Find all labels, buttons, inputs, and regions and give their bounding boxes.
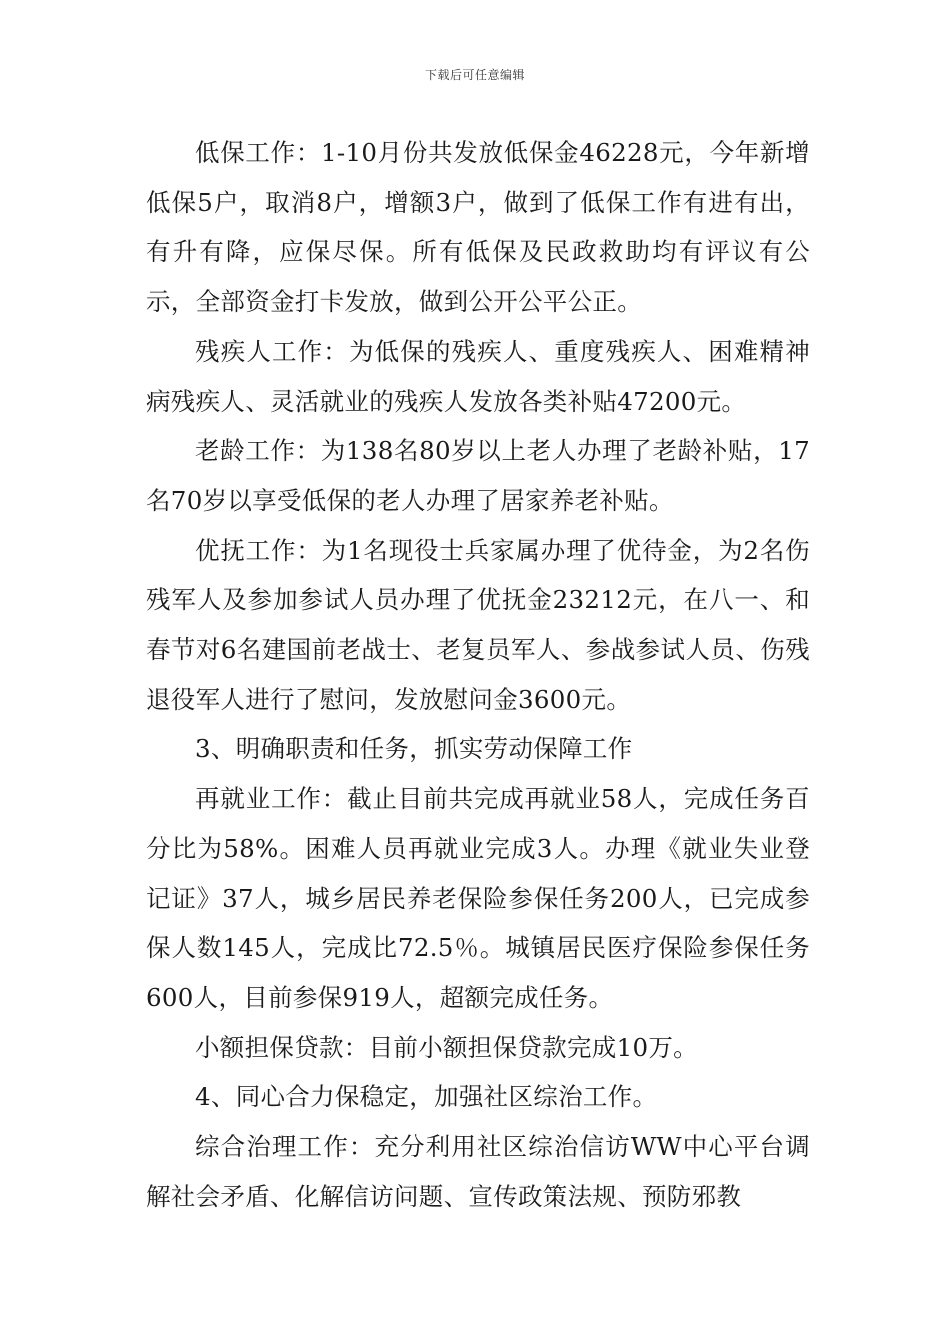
paragraph-veterans-care: 优抚工作：为1名现役士兵家属办理了优待金，为2名伤残军人及参加参试人员办理了优抚金23212元，在八一、和春节对6名建国前老战士、老复员军人、参战参试人员、伤残退役军人进行了慰问，发放慰问金3600元。 <box>146 535 810 714</box>
paragraph-disabled-persons: 残疾人工作：为低保的残疾人、重度残疾人、困难精神病残疾人、灵活就业的残疾人发放各类补贴47200元。 <box>146 336 810 416</box>
paragraph-subsistence-allowance: 低保工作：1-10月份共发放低保金46228元，今年新增低保5户，取消8户，增额3户，做到了低保工作有进有出，有升有降，应保尽保。所有低保及民政救助均有评议有公示，全部资金打卡发放，做到公开公平公正。 <box>146 138 810 317</box>
page-header: 下载后可任意编辑 <box>424 68 525 82</box>
paragraph-small-loans: 小额担保贷款：目前小额担保贷款完成10万。 <box>195 1032 698 1062</box>
paragraph-comprehensive-governance: 综合治理工作：充分利用社区综治信访WW中心平台调解社会矛盾、化解信访问题、宣传政策法规、预防邪教 <box>146 1132 810 1211</box>
paragraph-reemployment: 再就业工作：截止目前共完成再就业58人，完成任务百分比为58%。困难人员再就业完成3人。办理《就业失业登记证》37人，城乡居民养老保险参保任务200人，已完成参保人数145人，完成比72.5％。城镇居民医疗保险参保任务600人，目前参保919人，超额完成任务。 <box>146 784 810 1012</box>
section-heading-labor-security: 3、明确职责和任务，抓实劳动保障工作 <box>195 734 633 764</box>
paragraph-elderly: 老龄工作：为138名80岁以上老人办理了老龄补贴，17名70岁以享受低保的老人办理了居家养老补贴。 <box>146 436 810 515</box>
document-body <box>146 128 810 1221</box>
section-heading-stability: 4、同心合力保稳定，加强社区综治工作。 <box>195 1082 658 1112</box>
